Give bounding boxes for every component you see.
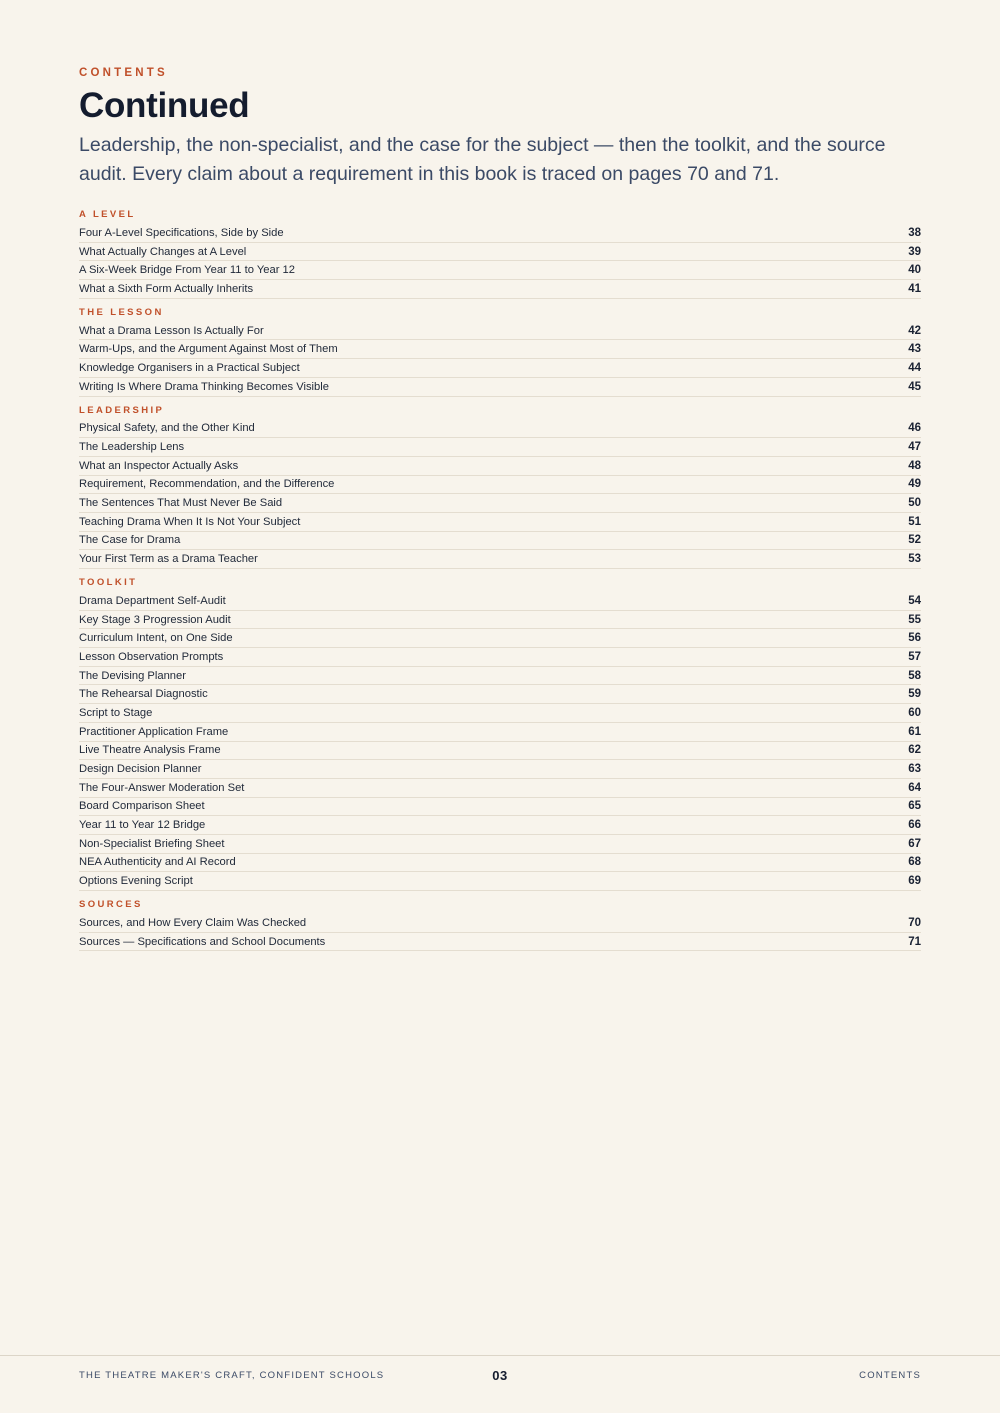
toc-entry-page: 57 [908, 650, 921, 663]
toc-entry-title: Sources, and How Every Claim Was Checked [79, 916, 307, 929]
toc-entry-title: Lesson Observation Prompts [79, 650, 224, 663]
toc-entry-title: Key Stage 3 Progression Audit [79, 613, 231, 626]
toc-entry-title: Design Decision Planner [79, 763, 202, 776]
toc-entry-page: 53 [908, 553, 921, 566]
toc-entry-title: The Rehearsal Diagnostic [79, 688, 208, 701]
toc-section [79, 404, 921, 570]
toc-entry-title: Requirement, Recommendation, and the Difference [79, 478, 335, 491]
toc-entry[interactable] [79, 532, 921, 551]
toc-entry[interactable] [79, 816, 921, 835]
toc-section-label: SOURCES [79, 899, 143, 910]
toc-entry-title: Teaching Drama When It Is Not Your Subject [79, 515, 301, 528]
toc-entry-title: The Case for Drama [79, 534, 181, 547]
toc-entry-title: Warm-Ups, and the Argument Against Most of Them [79, 343, 338, 356]
toc-entry[interactable] [79, 457, 921, 476]
toc-entry[interactable] [79, 476, 921, 495]
toc-entry[interactable] [79, 438, 921, 457]
toc-entry-page: 56 [908, 632, 921, 645]
toc-entry[interactable] [79, 723, 921, 742]
toc-entry[interactable] [79, 667, 921, 686]
toc-entry-page: 70 [908, 916, 921, 929]
toc-entry[interactable] [79, 760, 921, 779]
section-eyebrow: CONTENTS [79, 67, 168, 79]
toc-entry-page: 59 [908, 688, 921, 701]
toc-entry-page: 65 [908, 800, 921, 813]
toc-entry[interactable] [79, 629, 921, 648]
toc-entry-page: 39 [908, 245, 921, 258]
toc-entry-page: 67 [908, 837, 921, 850]
toc-entry-page: 69 [908, 875, 921, 888]
toc-entry[interactable] [79, 224, 921, 243]
toc-entry-page: 68 [908, 856, 921, 869]
toc-entry[interactable] [79, 513, 921, 532]
toc-entry[interactable] [79, 378, 921, 397]
toc-entry-title: Physical Safety, and the Other Kind [79, 422, 255, 435]
toc-entry[interactable] [79, 648, 921, 667]
toc-entry-page: 42 [908, 324, 921, 337]
footer-page-number: 03 [492, 1367, 508, 1383]
toc-section-label: LEADERSHIP [79, 404, 165, 416]
toc-entry[interactable] [79, 742, 921, 761]
page-intro: Leadership, the non-specialist, and the case for the subject — then the toolkit, and the source audit. Every claim about a requirement in this book is traced on pages 70 and 71. [79, 134, 886, 185]
toc-entry-page: 66 [908, 819, 921, 832]
toc-entry[interactable] [79, 592, 921, 611]
toc-entry[interactable] [79, 494, 921, 513]
toc-entry-title: Live Theatre Analysis Frame [79, 744, 221, 757]
toc-entry-title: Curriculum Intent, on One Side [79, 632, 233, 645]
toc-entry[interactable] [79, 261, 921, 280]
toc-entry[interactable] [79, 835, 921, 854]
toc-entry-page: 46 [908, 422, 921, 435]
toc-entry-page: 45 [908, 380, 921, 393]
toc-entry[interactable] [79, 872, 921, 891]
toc-entry-page: 54 [908, 594, 921, 607]
toc-section [79, 306, 921, 397]
toc-entry-title: Writing Is Where Drama Thinking Becomes Visible [79, 380, 329, 393]
toc-entry-page: 38 [908, 226, 921, 239]
toc-entry[interactable] [79, 798, 921, 817]
footer-divider [0, 1355, 1000, 1356]
toc-entry-title: The Leadership Lens [79, 441, 185, 454]
toc-entry[interactable] [79, 704, 921, 723]
toc-entry-page: 51 [908, 515, 921, 528]
toc-entry-page: 47 [908, 441, 921, 454]
toc-entry-page: 50 [908, 497, 921, 510]
footer-section-name: CONTENTS [859, 1369, 921, 1381]
toc-entry-title: Script to Stage [79, 706, 153, 719]
toc-entry[interactable] [79, 854, 921, 873]
toc-entry-title: Your First Term as a Drama Teacher [79, 553, 258, 566]
toc-entry[interactable] [79, 685, 921, 704]
toc-entry-title: What a Sixth Form Actually Inherits [79, 282, 254, 295]
toc-section-label: TOOLKIT [79, 577, 138, 588]
table-of-contents [79, 208, 921, 951]
toc-entry[interactable] [79, 933, 921, 952]
toc-entry-page: 71 [908, 935, 921, 948]
toc-entry-page: 64 [908, 781, 921, 794]
toc-entry[interactable] [79, 550, 921, 569]
toc-entry-page: 60 [908, 706, 921, 719]
toc-entry-page: 58 [908, 669, 921, 682]
toc-entry-title: Drama Department Self-Audit [79, 594, 226, 607]
toc-entry-title: Knowledge Organisers in a Practical Subject [79, 361, 300, 374]
toc-section [79, 576, 921, 891]
toc-entry-page: 41 [908, 282, 921, 295]
toc-entry-title: Sources — Specifications and School Documents [79, 935, 326, 948]
toc-entry-title: Non-Specialist Briefing Sheet [79, 837, 225, 850]
toc-entry[interactable] [79, 779, 921, 798]
toc-entry-page: 63 [908, 763, 921, 776]
toc-entry-page: 40 [908, 264, 921, 277]
toc-entry-title: Practitioner Application Frame [79, 725, 229, 738]
toc-entry-title: What an Inspector Actually Asks [79, 459, 239, 472]
toc-entry-title: Four A-Level Specifications, Side by Side [79, 226, 284, 239]
toc-entry[interactable] [79, 420, 921, 439]
toc-entry[interactable] [79, 280, 921, 299]
toc-entry[interactable] [79, 611, 921, 630]
toc-entry-page: 48 [908, 459, 921, 472]
toc-entry-title: NEA Authenticity and AI Record [79, 856, 236, 869]
toc-section [79, 898, 921, 951]
toc-entry-page: 44 [908, 361, 921, 374]
toc-entry[interactable] [79, 322, 921, 341]
toc-entry[interactable] [79, 359, 921, 378]
toc-entry-title: What a Drama Lesson Is Actually For [79, 324, 264, 337]
toc-section-label: THE LESSON [79, 306, 164, 318]
toc-entry-page: 43 [908, 343, 921, 356]
toc-entry-title: A Six-Week Bridge From Year 11 to Year 12 [79, 264, 295, 277]
toc-entry-title: Year 11 to Year 12 Bridge [79, 819, 206, 832]
toc-entry-page: 62 [908, 744, 921, 757]
toc-entry-title: The Devising Planner [79, 669, 186, 682]
page-footer [79, 1366, 921, 1384]
toc-entry-page: 49 [908, 478, 921, 491]
toc-entry[interactable] [79, 914, 921, 933]
toc-section [79, 208, 921, 299]
toc-entry[interactable] [79, 243, 921, 262]
page-title: Continued [79, 86, 250, 125]
toc-entry-page: 61 [908, 725, 921, 738]
footer-book-title: THE THEATRE MAKER'S CRAFT, CONFIDENT SCHOOLS [79, 1369, 385, 1381]
toc-entry-title: The Sentences That Must Never Be Said [79, 497, 283, 510]
toc-section-label: A LEVEL [79, 209, 136, 220]
toc-entry-title: Options Evening Script [79, 875, 193, 888]
toc-entry-page: 52 [908, 534, 921, 547]
toc-entry[interactable] [79, 340, 921, 359]
toc-entry-page: 55 [908, 613, 921, 626]
toc-entry-title: Board Comparison Sheet [79, 800, 205, 813]
toc-entry-title: What Actually Changes at A Level [79, 245, 247, 258]
toc-entry-title: The Four-Answer Moderation Set [79, 781, 245, 794]
